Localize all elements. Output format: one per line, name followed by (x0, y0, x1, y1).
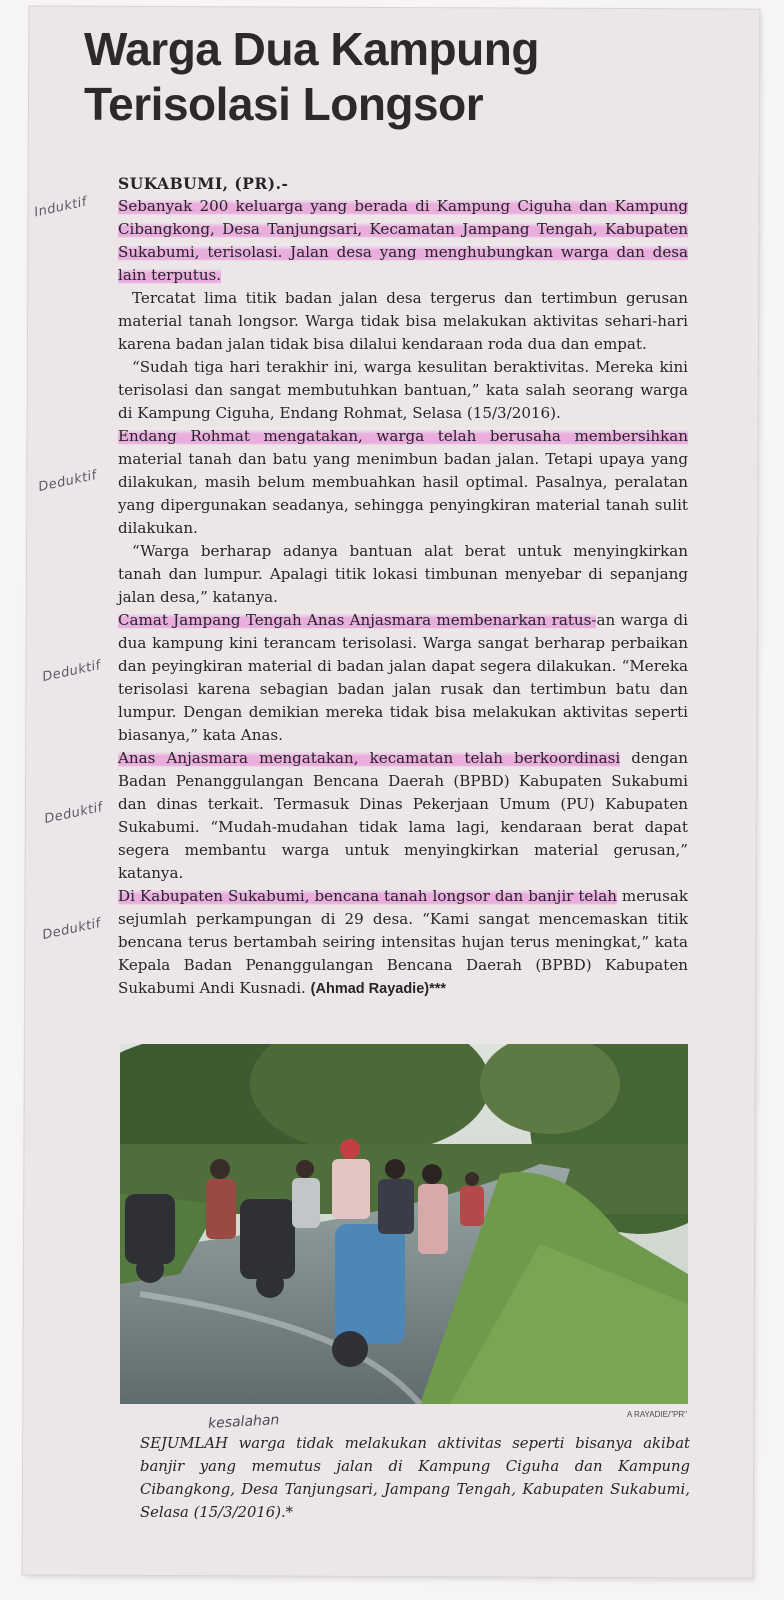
paragraph-text: material tanah dan batu yang menimbun badan jalan. Tetapi upaya yang dilakukan, masih belum membuahkan hasil optimal. Pasalnya, peralatan yang dipergunakan seadanya, sehingga penyingkiran material tanah sulit dilakukan. (118, 450, 688, 537)
paragraph-3: “Sudah tiga hari terakhir ini, warga kesulitan beraktivitas. Mereka kini terisolasi dan sangat membutuhkan bantuan,” kata salah seorang warga di Kampung Ciguha, Endang Rohmat, Selasa (15/3/2016). (118, 358, 688, 422)
paragraph-2: Tercatat lima titik badan jalan desa tergerus dan tertimbun gerusan material tanah longsor. Warga tidak bisa melakukan aktivitas sehari-hari karena badan jalan tidak bisa dilalui kendaraan roda dua dan empat. (118, 289, 688, 353)
paragraph-5: “Warga berharap adanya bantuan alat berat untuk menyingkirkan tanah dan lumpur. Apalagi titik lokasi timbunan menyebar di sepanjang jalan desa,” katanya. (118, 542, 688, 606)
paragraph-text: an warga di dua kampung kini terancam terisolasi. Warga sangat berharap perbaikan dan peyingkiran material di badan jalan dapat segera dilakukan. “Mereka terisolasi karena sebagian badan jalan rusak dan tertimbun batu dan lumpur. Dengan demikian mereka tidak bisa melakukan aktivitas seperti biasanya,” kata Anas. (118, 611, 688, 744)
handwritten-note-deduktif-4: Deduktif (41, 915, 103, 944)
paragraph-7 (118, 747, 688, 885)
highlighted-text: Anas Anjasmara mengatakan, kecamatan telah berkoordinasi (118, 749, 621, 767)
highlighted-text: Sebanyak 200 keluarga yang berada di Kampung Ciguha dan Kampung Cibangkong, Desa Tanjungsari, Kecamatan Jampang Tengah, Kabupaten Sukabumi, terisolasi. Jalan desa yang menghubungkan warga dan desa lain terputus. (118, 197, 688, 284)
paragraph-4 (118, 425, 688, 540)
paragraph-8 (118, 885, 688, 1001)
highlighted-text: Endang Rohmat mengatakan, warga telah berusaha membersihkan (118, 427, 688, 445)
headline-line-2: Terisolasi Longsor (84, 78, 484, 130)
paragraph-6 (118, 609, 688, 747)
handwritten-note-deduktif-2: Deduktif (41, 657, 103, 686)
photo-flooded-road (120, 1044, 688, 1404)
bleed-through-text (639, 89, 759, 150)
headline (84, 22, 644, 132)
paragraph-text: merusak sejumlah perkampungan di 29 desa. “Kami sangat mencemaskan titik bencana terus bertambah seiring intensitas hujan terus meningkat,” kata Kepala Badan Penanggulangan Bencana Daerah (BPBD) Kabupaten Sukabumi Andi Kusnadi. (118, 887, 689, 997)
byline: (Ahmad Rayadie)*** (310, 981, 447, 997)
highlighted-text: Camat Jampang Tengah Anas Anjasmara membenarkan ratus- (118, 611, 597, 629)
paragraph-1 (118, 195, 688, 287)
article-body (118, 172, 688, 1001)
handwritten-note-deduktif-1: Deduktif (37, 467, 99, 496)
highlighted-text: Di Kabupaten Sukabumi, bencana tanah longsor dan banjir telah (118, 887, 617, 905)
photo-caption: SEJUMLAH warga tidak melakukan aktivitas seperti bisanya akibat banjir yang memutus jalan di Kampung Ciguha dan Kampung Cibangkong, Desa Tanjungsari, Jampang Tengah, Kabupaten Sukabumi, Selasa (15/3/2016).* (140, 1435, 690, 1521)
photo-credit: A RAYADIE/"PR" (626, 1410, 687, 1419)
handwritten-note-deduktif-3: Deduktif (43, 799, 105, 828)
headline-line-1: Warga Dua Kampung (84, 23, 539, 75)
dateline: SUKABUMI, (PR).- (118, 174, 289, 193)
news-photo (120, 1044, 688, 1404)
handwritten-note-induktif: Induktif (33, 194, 89, 221)
paragraph-text: dengan Badan Penanggulangan Bencana Daerah (BPBD) Kabupaten Sukabumi dan dinas terkait. Termasuk Dinas Pekerjaan Umum (PU) Kabupaten Sukabumi. “Mudah-mudahan tidak lama lagi, kendaraan berat dapat segera membantu warga untuk menyingkirkan material gerusan,” katanya. (118, 749, 688, 882)
handwritten-note-kesalahan: kesalahan (207, 1412, 280, 1432)
